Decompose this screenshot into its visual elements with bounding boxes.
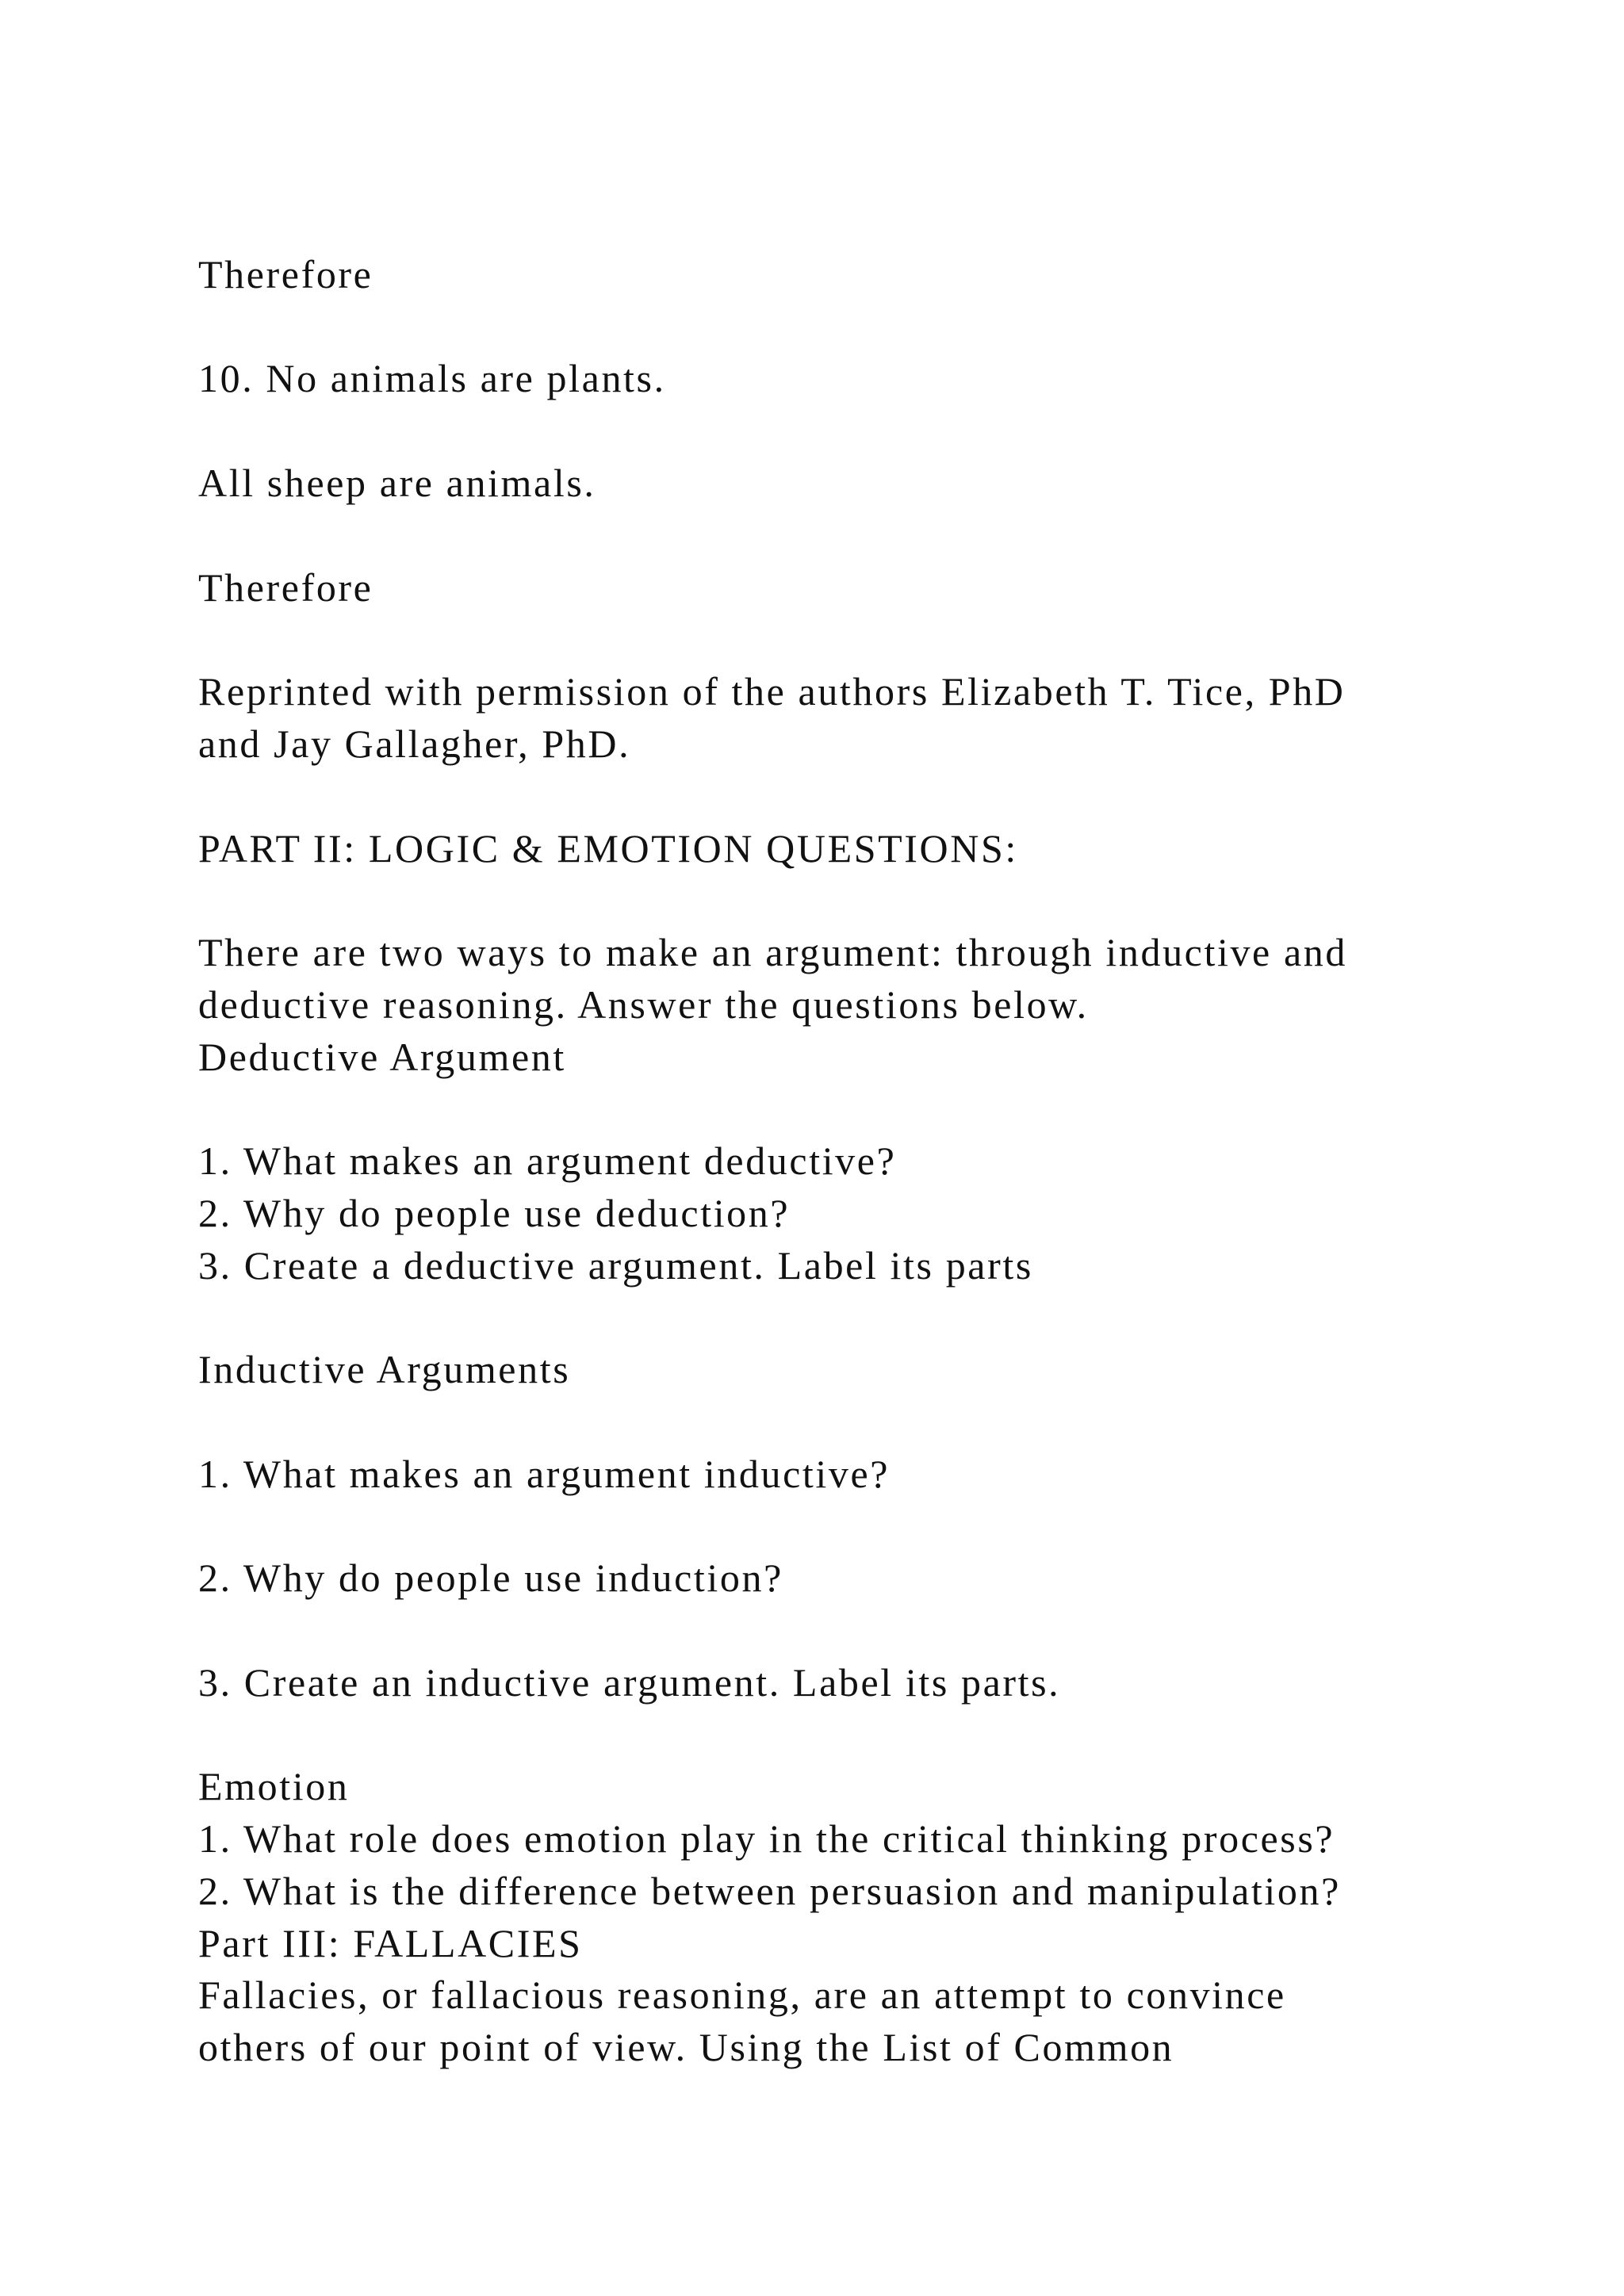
fallacies-intro-line-2: others of our point of view. Using the List of Common — [198, 2025, 1174, 2069]
inductive-question-3: 3. Create an inductive argument. Label its parts. — [198, 1660, 1061, 1705]
part-2-intro-line-1: There are two ways to make an argument: through inductive and — [198, 930, 1347, 974]
inductive-question-2: 2. Why do people use induction? — [198, 1556, 783, 1600]
therefore-line-1: Therefore — [198, 252, 373, 297]
reprint-notice-line-1: Reprinted with permission of the authors Elizabeth T. Tice, PhD — [198, 669, 1346, 714]
reprint-notice-line-2: and Jay Gallagher, PhD. — [198, 721, 631, 766]
emotion-question-1: 1. What role does emotion play in the critical thinking process? — [198, 1816, 1335, 1861]
deductive-question-1: 1. What makes an argument deductive? — [198, 1138, 897, 1183]
fallacies-intro-line-1: Fallacies, or fallacious reasoning, are an attempt to convince — [198, 1973, 1286, 2017]
syllogism-10-premise-2: All sheep are animals. — [198, 461, 596, 505]
emotion-question-2: 2. What is the difference between persuasion and manipulation? — [198, 1869, 1341, 1913]
emotion-heading: Emotion — [198, 1764, 350, 1808]
part-2-heading: PART II: LOGIC & EMOTION QUESTIONS: — [198, 826, 1018, 871]
syllogism-10-premise-1: 10. No animals are plants. — [198, 356, 666, 400]
part-3-heading: Part III: FALLACIES — [198, 1921, 583, 1965]
part-2-intro-line-2: deductive reasoning. Answer the questions below. — [198, 982, 1089, 1027]
inductive-arguments-heading: Inductive Arguments — [198, 1347, 571, 1391]
deductive-question-2: 2. Why do people use deduction? — [198, 1191, 791, 1235]
deductive-question-3: 3. Create a deductive argument. Label its parts — [198, 1243, 1033, 1288]
inductive-question-1: 1. What makes an argument inductive? — [198, 1452, 891, 1496]
therefore-line-2: Therefore — [198, 565, 373, 610]
deductive-argument-heading: Deductive Argument — [198, 1035, 566, 1079]
